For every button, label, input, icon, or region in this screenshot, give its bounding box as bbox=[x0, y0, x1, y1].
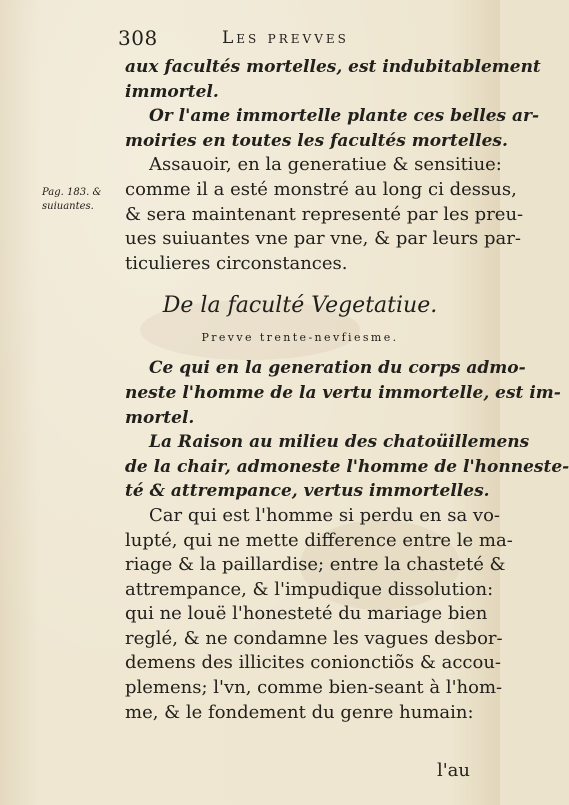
text-line: ticulieres circonstances. bbox=[125, 252, 348, 274]
text-line: comme il a esté monstré au long ci dessus, bbox=[125, 178, 517, 200]
text-paragraphs-bottom bbox=[125, 356, 569, 725]
text-line: qui ne louë l'honesteté du mariage bien bbox=[125, 603, 488, 625]
margin-note bbox=[42, 186, 122, 214]
text-line: demens des illicites conionctiõs & accou- bbox=[125, 652, 502, 674]
text-line: & sera maintenant representé par les preu- bbox=[125, 203, 524, 225]
text-line: moiries en toutes les facultés mortelles. bbox=[125, 130, 508, 151]
catchword: l'au bbox=[436, 760, 470, 781]
text-line: immortel. bbox=[125, 81, 219, 102]
text-line: riage & la paillardise; entre la chasteté & bbox=[125, 554, 506, 576]
text-line: Assauoir, en la generatiue & sensitiue: bbox=[149, 154, 502, 176]
text-line: La Raison au milieu des chatoüillemens bbox=[149, 432, 530, 453]
margin-note-line: suiuantes. bbox=[42, 201, 94, 212]
proof-heading: Prevve trente-nevfiesme. bbox=[201, 331, 399, 345]
text-line: Ce qui en la generation du corps admo- bbox=[149, 358, 526, 379]
text-line: attrempance, & l'impudique dissolution: bbox=[125, 578, 494, 600]
text-line: plemens; l'vn, comme bien-seant à l'hom- bbox=[125, 677, 503, 699]
margin-note-line: Pag. 183. & bbox=[42, 187, 102, 198]
text-line: aux facultés mortelles, est indubitablement bbox=[125, 57, 541, 77]
section-title: De la faculté Vegetatiue. bbox=[162, 293, 438, 319]
running-title: Les prevves bbox=[222, 28, 349, 48]
text-line: de la chair, admoneste l'homme de l'honneste- bbox=[125, 456, 569, 477]
text-line: mortel. bbox=[125, 407, 195, 428]
text-line: neste l'homme de la vertu immortelle, est im- bbox=[125, 382, 561, 403]
page-header bbox=[118, 26, 470, 52]
text-line: reglé, & ne condamne les vagues desbor- bbox=[125, 627, 503, 649]
main-text bbox=[125, 55, 569, 725]
text-paragraphs-top bbox=[125, 55, 541, 276]
text-line: me, & le fondement du genre humain: bbox=[125, 701, 474, 723]
text-line: Or l'ame immortelle plante ces belles ar- bbox=[149, 106, 540, 127]
text-line: lupté, qui ne mette difference entre le ma- bbox=[125, 529, 513, 551]
text-line: ues suiuantes vne par vne, & par leurs par- bbox=[125, 228, 521, 250]
page-number: 308 bbox=[118, 26, 158, 50]
text-line: Car qui est l'homme si perdu en sa vo- bbox=[149, 504, 500, 526]
text-line: té & attrempance, vertus immortelles. bbox=[125, 481, 490, 502]
